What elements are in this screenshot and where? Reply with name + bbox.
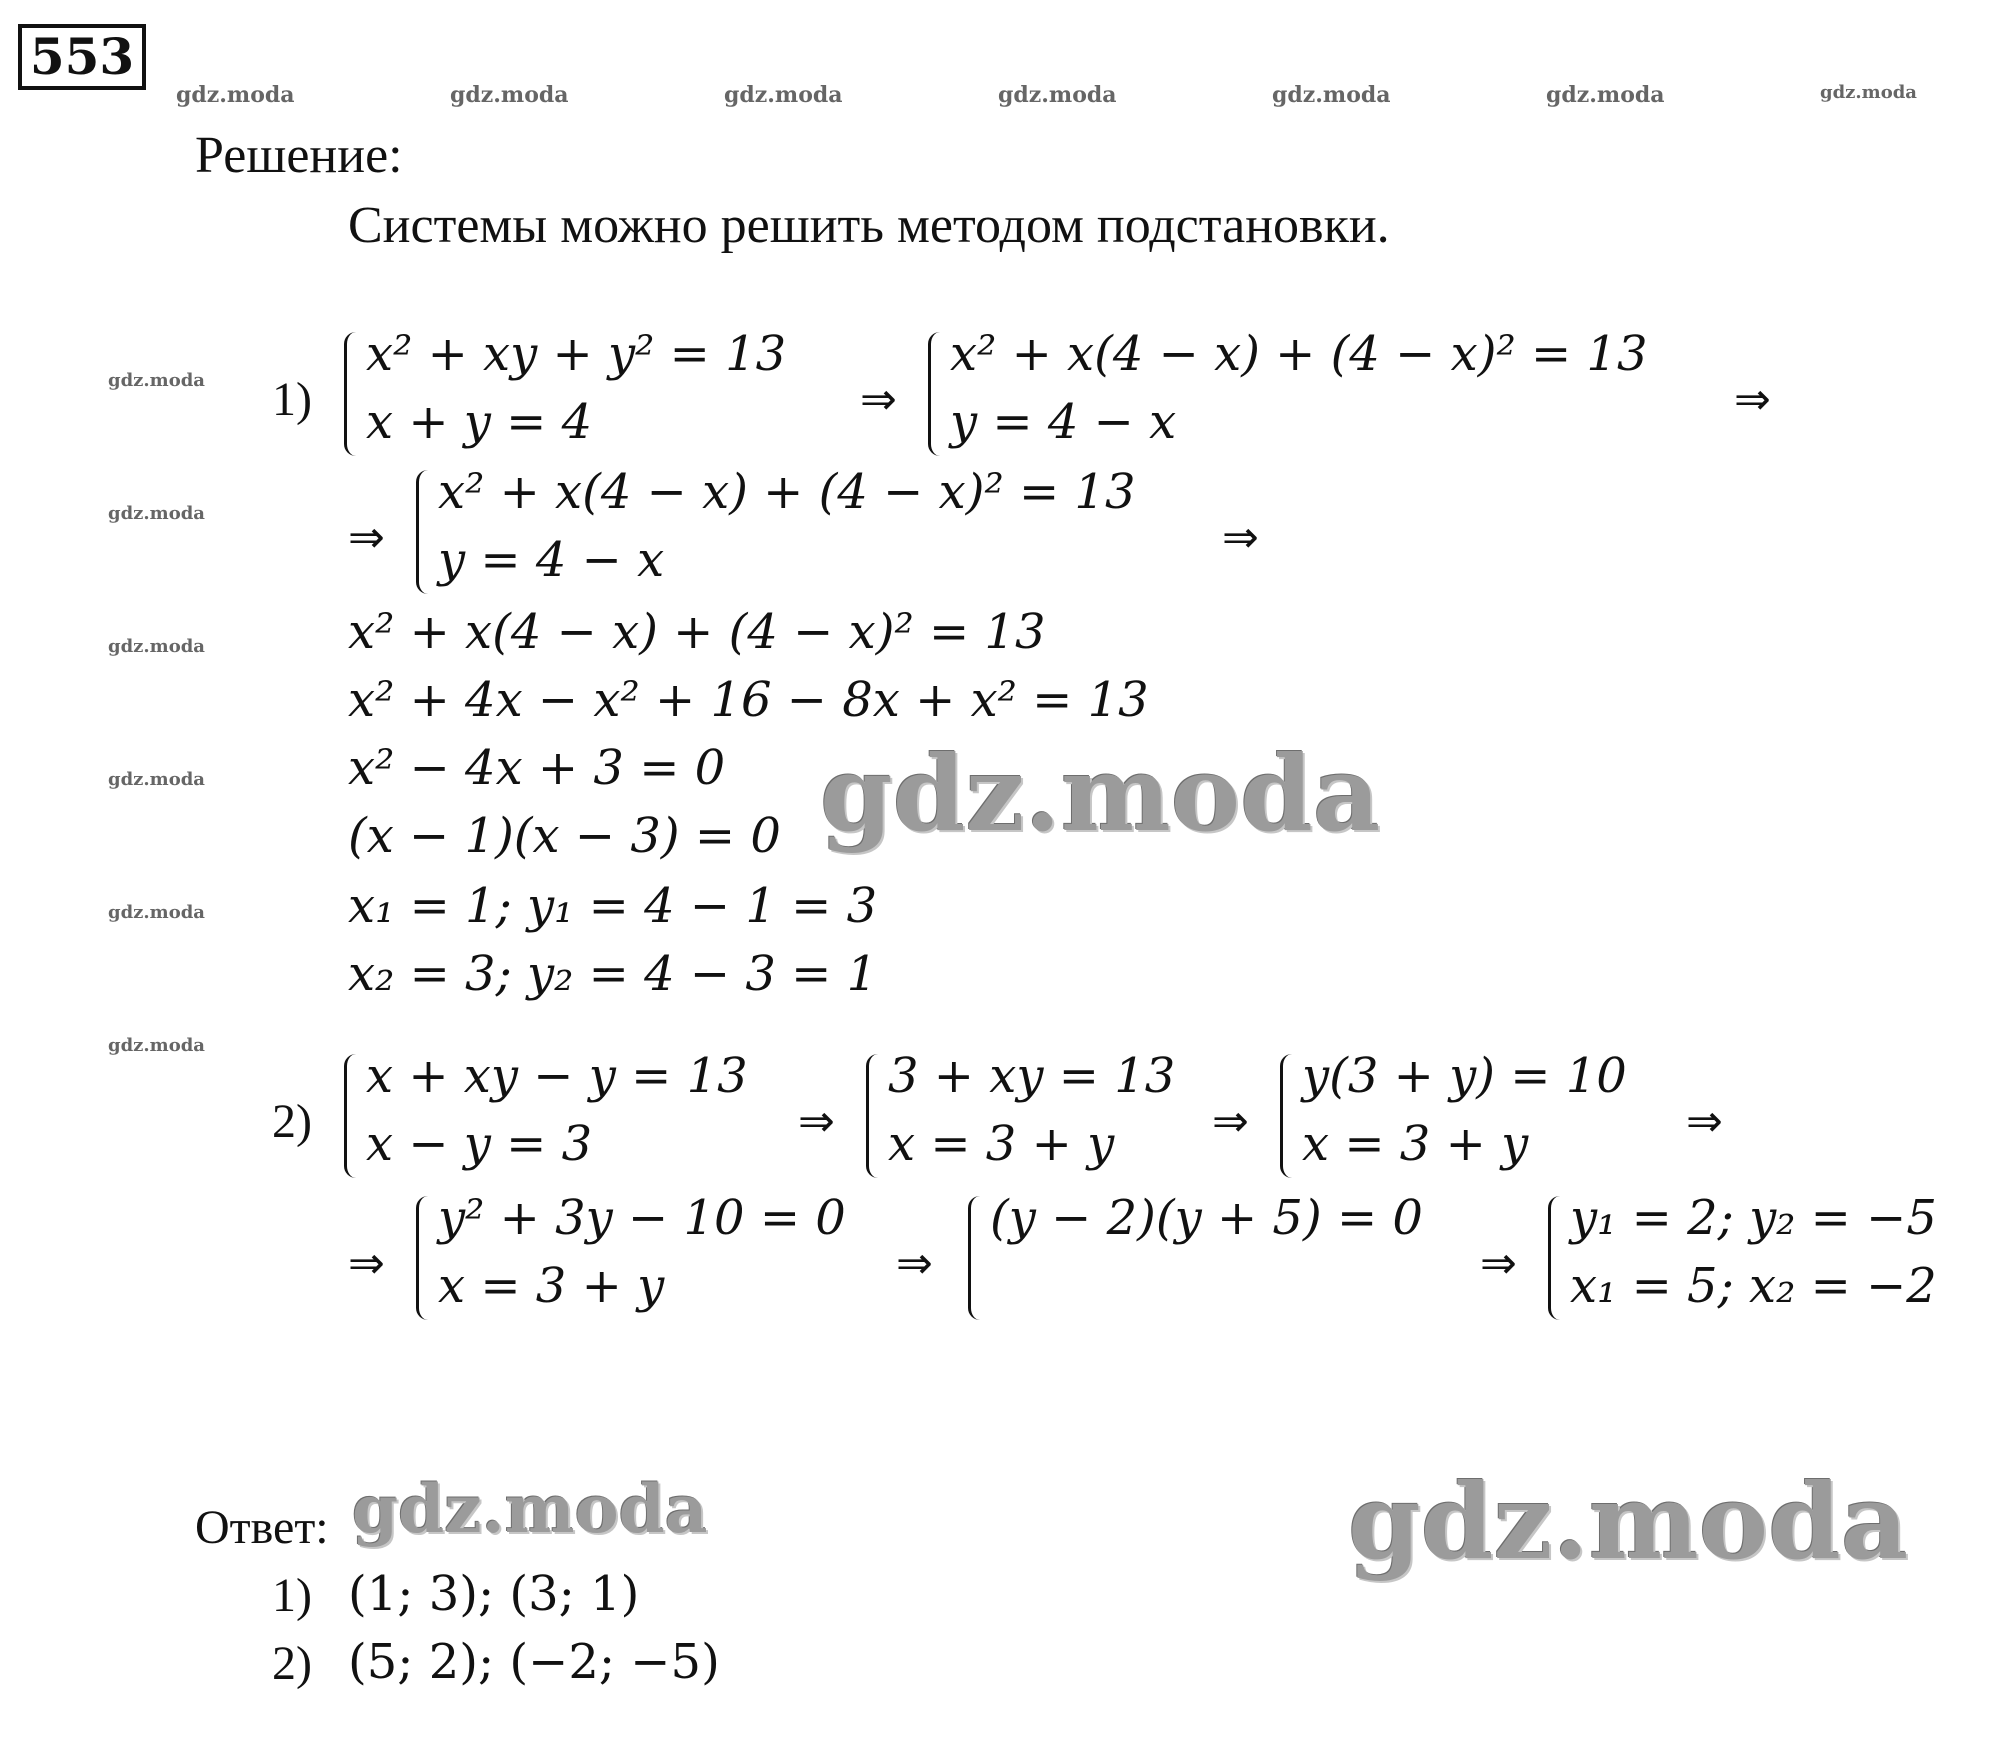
equation: x = 3 + y — [438, 1258, 665, 1314]
watermark: gdz.moda — [1820, 82, 1917, 103]
answer-1: (1; 3); (3; 1) — [348, 1566, 640, 1622]
implies-arrow: ⇒ — [1686, 1096, 1723, 1147]
watermark: gdz.moda — [108, 636, 205, 657]
implies-arrow: ⇒ — [348, 1238, 385, 1289]
equation: y₁ = 2; y₂ = −5 — [1570, 1190, 1937, 1246]
watermark-large: gdz.moda — [820, 732, 1381, 855]
brace-icon — [968, 1196, 982, 1320]
intro-text: Системы можно решить методом подстановки. — [348, 197, 1390, 254]
solution-heading: Решение: — [195, 127, 403, 184]
answer-1-label: 1) — [272, 1569, 312, 1622]
equation: x = 3 + y — [888, 1116, 1115, 1172]
part1-system-2 — [928, 326, 1728, 456]
equation: x² + xy + y² = 13 — [366, 326, 787, 382]
watermark: gdz.moda — [108, 503, 205, 524]
equation-line: (x − 1)(x − 3) = 0 — [348, 808, 781, 864]
part2-system-4 — [416, 1190, 876, 1320]
equation: (y − 2)(y + 5) = 0 — [990, 1190, 1423, 1246]
part2-system-3 — [1280, 1048, 1680, 1178]
part1-system-1 — [344, 326, 864, 456]
brace-icon — [344, 332, 358, 456]
equation: x² + x(4 − x) + (4 − x)² = 13 — [950, 326, 1648, 382]
equation: y(3 + y) = 10 — [1302, 1048, 1627, 1104]
watermark: gdz.moda — [1546, 82, 1665, 108]
part1-label: 1) — [272, 373, 312, 426]
equation: y² + 3y − 10 = 0 — [438, 1190, 846, 1246]
implies-arrow: ⇒ — [1222, 512, 1259, 563]
watermark: gdz.moda — [176, 82, 295, 108]
equation: y = 4 − x — [950, 394, 1177, 450]
equation: x₁ = 5; x₂ = −2 — [1570, 1258, 1937, 1314]
equation: x + y = 4 — [366, 394, 593, 450]
watermark: gdz.moda — [724, 82, 843, 108]
part2-label: 2) — [272, 1095, 312, 1148]
implies-arrow: ⇒ — [860, 374, 897, 425]
brace-icon — [416, 470, 430, 594]
part2-system-2 — [866, 1048, 1206, 1178]
implies-arrow: ⇒ — [896, 1238, 933, 1289]
part2-system-6 — [1548, 1190, 1968, 1320]
task-number: 553 — [18, 24, 146, 90]
brace-icon — [344, 1054, 358, 1178]
brace-icon — [866, 1054, 880, 1178]
watermark: gdz.moda — [1272, 82, 1391, 108]
watermark-large: gdz.moda — [1348, 1460, 1909, 1583]
watermark-large: gdz.moda — [352, 1470, 708, 1548]
brace-icon — [1280, 1054, 1294, 1178]
answer-heading: Ответ: — [195, 1501, 329, 1554]
answer-2-label: 2) — [272, 1637, 312, 1690]
equation-line: x₂ = 3; y₂ = 4 − 3 = 1 — [348, 946, 878, 1002]
watermark: gdz.moda — [998, 82, 1117, 108]
watermark: gdz.moda — [450, 82, 569, 108]
equation-line: x² − 4x + 3 = 0 — [348, 740, 726, 796]
implies-arrow: ⇒ — [1734, 374, 1771, 425]
implies-arrow: ⇒ — [798, 1096, 835, 1147]
equation: 3 + xy = 13 — [888, 1048, 1176, 1104]
implies-arrow: ⇒ — [1480, 1238, 1517, 1289]
answer-2: (5; 2); (−2; −5) — [348, 1634, 720, 1690]
watermark: gdz.moda — [108, 1035, 205, 1056]
equation: x + xy − y = 13 — [366, 1048, 748, 1104]
equation-line: x² + x(4 − x) + (4 − x)² = 13 — [348, 604, 1046, 660]
equation: x² + x(4 − x) + (4 − x)² = 13 — [438, 464, 1136, 520]
part2-system-5 — [968, 1190, 1468, 1320]
equation: x − y = 3 — [366, 1116, 593, 1172]
part2-system-1 — [344, 1048, 784, 1178]
equation: x = 3 + y — [1302, 1116, 1529, 1172]
implies-arrow: ⇒ — [1212, 1096, 1249, 1147]
brace-icon — [928, 332, 942, 456]
part1-system-3 — [416, 464, 1216, 594]
brace-icon — [416, 1196, 430, 1320]
watermark: gdz.moda — [108, 769, 205, 790]
watermark: gdz.moda — [108, 370, 205, 391]
equation-line: x₁ = 1; y₁ = 4 − 1 = 3 — [348, 878, 878, 934]
equation: y = 4 − x — [438, 532, 665, 588]
brace-icon — [1548, 1196, 1562, 1320]
implies-arrow: ⇒ — [348, 512, 385, 563]
watermark: gdz.moda — [108, 902, 205, 923]
equation-line: x² + 4x − x² + 16 − 8x + x² = 13 — [348, 672, 1149, 728]
